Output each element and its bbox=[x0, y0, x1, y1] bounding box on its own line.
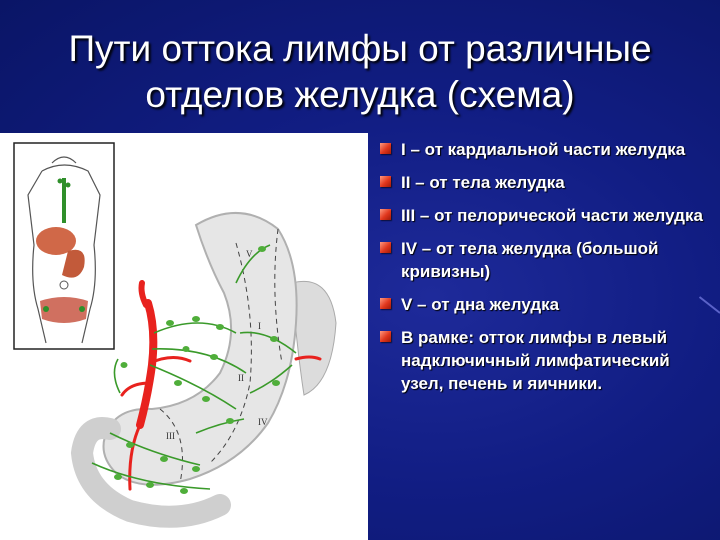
bullet-item bbox=[376, 204, 712, 227]
body-inset bbox=[14, 143, 114, 349]
inset-ovary-node bbox=[79, 306, 85, 312]
spleen bbox=[292, 281, 336, 395]
bullet-text: В рамке: отток лимфы в левый надключичный лимфатический узел, печень и яичники. bbox=[401, 328, 670, 393]
bullet-item bbox=[376, 138, 712, 161]
region-label-v: V bbox=[246, 249, 253, 259]
bullet-square-icon bbox=[380, 242, 391, 253]
bullet-text: II – от тела желудка bbox=[401, 173, 565, 192]
bullet-list bbox=[376, 138, 712, 405]
bullet-text: III – от пелорической части желудка bbox=[401, 206, 703, 225]
bullet-square-icon bbox=[380, 143, 391, 154]
region-label-iv: IV bbox=[258, 417, 268, 427]
bullet-text: I – от кардиальной части желудка bbox=[401, 140, 686, 159]
region-label-i: I bbox=[258, 321, 261, 331]
region-label-iii: III bbox=[166, 431, 175, 441]
bullet-square-icon bbox=[380, 298, 391, 309]
diagram-canvas bbox=[0, 133, 368, 540]
slide-title bbox=[20, 26, 700, 118]
bullet-square-icon bbox=[380, 176, 391, 187]
bullet-item bbox=[376, 171, 712, 194]
inset-node bbox=[58, 179, 63, 184]
bullet-item bbox=[376, 237, 712, 283]
bullet-square-icon bbox=[380, 209, 391, 220]
bullet-text: IV – от тела желудка (большой кривизны) bbox=[401, 239, 659, 281]
bullet-square-icon bbox=[380, 331, 391, 342]
bullet-text: V – от дна желудка bbox=[401, 295, 560, 314]
inset-ovary-node bbox=[43, 306, 49, 312]
bullet-item bbox=[376, 293, 712, 316]
title-line-1: Пути оттока лимфы от различные bbox=[68, 28, 652, 69]
stomach-lymph-diagram bbox=[0, 133, 368, 540]
bullet-item bbox=[376, 326, 712, 395]
region-label-ii: II bbox=[238, 373, 244, 383]
inset-node bbox=[66, 183, 71, 188]
title-line-2: отделов желудка (схема) bbox=[145, 74, 575, 115]
